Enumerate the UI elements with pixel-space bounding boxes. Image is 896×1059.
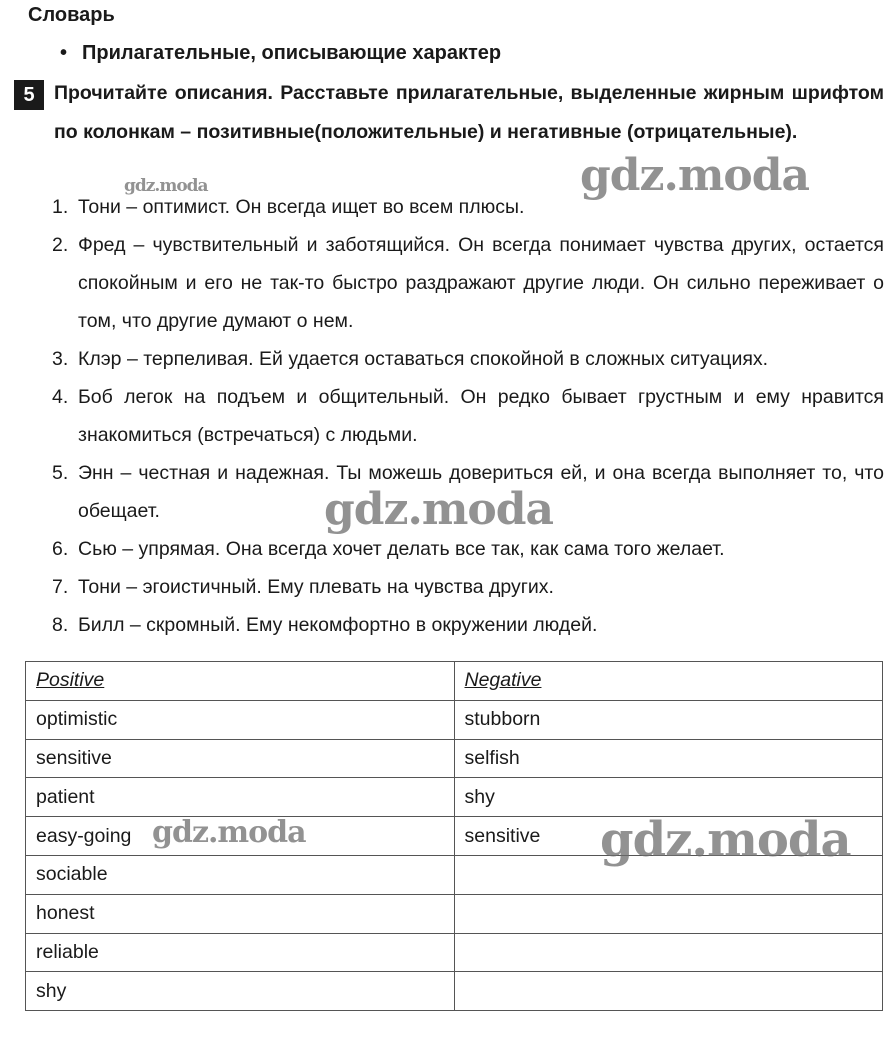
descriptions-list: [52, 188, 884, 644]
list-item: [52, 530, 884, 568]
negative-cell: shy: [454, 778, 883, 817]
table-header-row: [26, 662, 883, 701]
positive-cell: reliable: [26, 933, 455, 972]
table-row: [26, 739, 883, 778]
exercise-instruction: Прочитайте описания. Расставьте прилагательные, выделенные жирным шрифтом по колонкам – позитивные(положительные) и негативные (отрицательные).: [54, 82, 884, 143]
positive-header: Positive: [26, 662, 455, 701]
list-item: [52, 568, 884, 606]
watermark: gdz.moda: [152, 815, 306, 850]
watermark-small: gdz.moda: [124, 176, 208, 196]
list-item: [52, 188, 884, 226]
section-title: Словарь: [28, 4, 115, 26]
negative-cell: selfish: [454, 739, 883, 778]
list-item: [52, 606, 884, 644]
item-number: 3.: [52, 348, 69, 370]
item-text: Билл – скромный. Ему некомфортно в окружении людей.: [78, 614, 598, 636]
negative-cell: [454, 933, 883, 972]
item-text: Тони – оптимист. Он всегда ищет во всем плюсы.: [78, 196, 525, 218]
item-text: Фред – чувствительный и заботящийся. Он всегда понимает чувства других, остается спокойным и его не так-то быстро раздражают другие люди. Он сильно переживает о том, что другие думают о нем.: [78, 234, 884, 332]
item-number: 7.: [52, 576, 69, 598]
table-row: [26, 700, 883, 739]
watermark: gdz.moda: [600, 812, 851, 868]
table-row: [26, 778, 883, 817]
positive-cell: optimistic: [26, 700, 455, 739]
item-number: 6.: [52, 538, 69, 560]
item-number: 8.: [52, 614, 69, 636]
table-row: [26, 855, 883, 894]
vocabulary-topic-text: Прилагательные, описывающие характер: [82, 42, 502, 64]
negative-cell: [454, 894, 883, 933]
positive-cell: easy-going: [26, 817, 455, 856]
positive-cell: shy: [26, 972, 455, 1011]
negative-cell: sensitive: [454, 817, 883, 856]
negative-cell: stubborn: [454, 700, 883, 739]
exercise-number-badge: 5: [14, 80, 44, 110]
list-item: [52, 340, 884, 378]
negative-cell: [454, 855, 883, 894]
item-number: 5.: [52, 462, 69, 484]
table-row: [26, 894, 883, 933]
positive-cell: sensitive: [26, 739, 455, 778]
watermark: gdz.moda: [324, 484, 554, 535]
item-number: 2.: [52, 234, 69, 256]
item-text: Энн – честная и надежная. Ты можешь довериться ей, и она всегда выполняет то, что обещает.: [78, 462, 884, 522]
table-row: [26, 972, 883, 1011]
item-text: Тони – эгоистичный. Ему плевать на чувства других.: [78, 576, 554, 598]
list-item: [52, 378, 884, 454]
item-number: 1.: [52, 196, 69, 218]
positive-cell: patient: [26, 778, 455, 817]
table-row: [26, 933, 883, 972]
item-text: Сью – упрямая. Она всегда хочет делать все так, как сама того желает.: [78, 538, 725, 560]
table-row: [26, 817, 883, 856]
watermark: gdz.moda: [580, 150, 810, 201]
item-number: 4.: [52, 386, 69, 408]
negative-cell: [454, 972, 883, 1011]
positive-cell: honest: [26, 894, 455, 933]
item-text: Боб легок на подъем и общительный. Он редко бывает грустным и ему нравится знакомиться (встречаться) с людьми.: [78, 386, 884, 446]
bullet-icon: •: [60, 42, 68, 64]
list-item: [52, 226, 884, 340]
negative-header: Negative: [454, 662, 883, 701]
vocabulary-topic: [60, 42, 501, 65]
answer-table: [25, 661, 883, 1011]
positive-cell: sociable: [26, 855, 455, 894]
list-item: [52, 454, 884, 530]
item-text: Клэр – терпеливая. Ей удается оставаться спокойной в сложных ситуациях.: [78, 348, 769, 370]
